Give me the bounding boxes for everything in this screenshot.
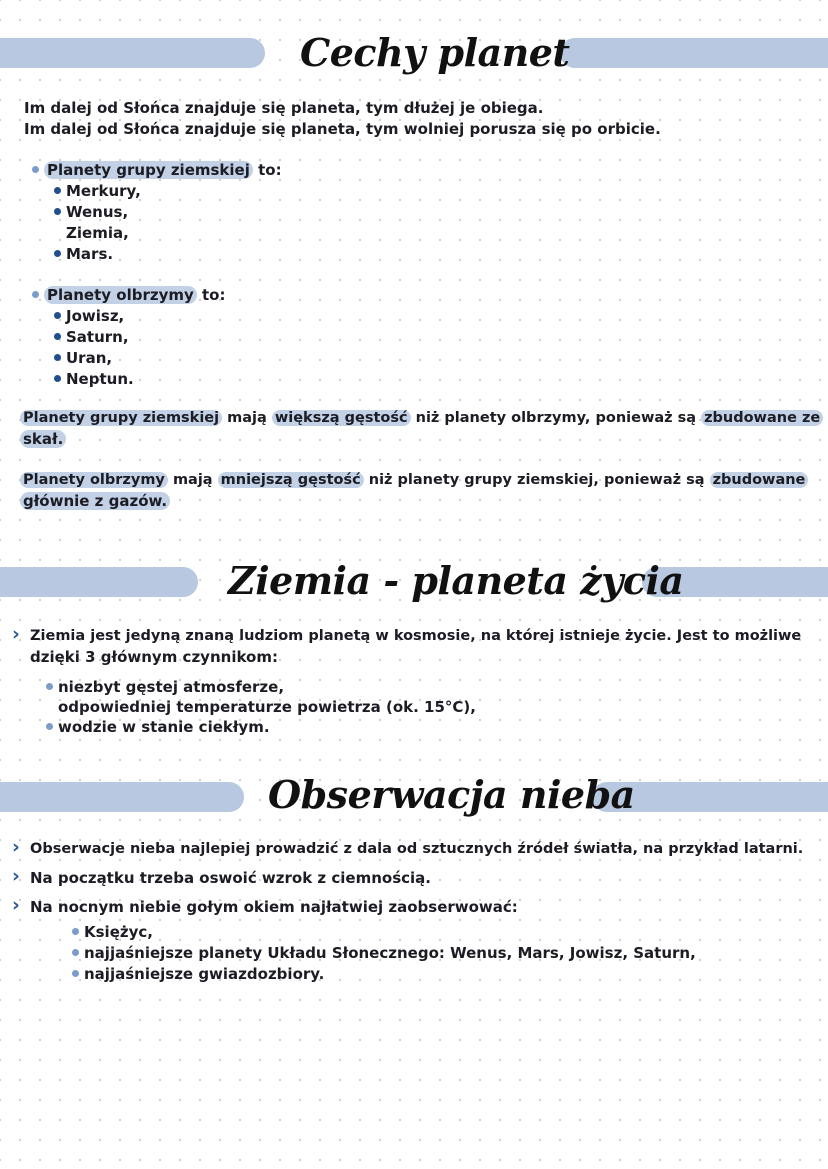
paragraph-line: Ziemia jest jedyną znaną ludziom planetą w kosmosie, na której istnieje życie. Jest to możliwe bbox=[30, 628, 802, 644]
paragraph-line: Obserwacje nieba najlepiej prowadzić z dala od sztucznych źródeł światła, na przykład latarni. bbox=[30, 841, 804, 857]
highlight: Planety grupy ziemskiej bbox=[44, 161, 253, 179]
highlight: zbudowane bbox=[710, 472, 809, 488]
density-paragraph-1: Planety grupy ziemskiej mają większą gęstość niż planety olbrzymy, ponieważ są zbudowane ze bbox=[20, 408, 823, 428]
list-item: Wenus, bbox=[54, 202, 128, 222]
list-item: Merkury, bbox=[54, 181, 141, 201]
bullet-icon bbox=[72, 949, 79, 956]
list-item: najjaśniejsze planety Układu Słonecznego: Wenus, Mars, Jowisz, Saturn, bbox=[72, 943, 696, 963]
list-item: Ziemia, bbox=[66, 224, 129, 242]
bullet-icon bbox=[72, 928, 79, 935]
title-band-right bbox=[560, 38, 828, 68]
title-band-left bbox=[0, 38, 265, 68]
list-item: odpowiedniej temperaturze powietrza (ok. 15°C), bbox=[58, 698, 476, 716]
list-item: Saturn, bbox=[54, 327, 129, 347]
bullet-icon bbox=[32, 166, 39, 173]
intro-line: Im dalej od Słońca znajduje się planeta, tym wolniej porusza się po orbicie. bbox=[24, 120, 661, 138]
paragraph-line: Na początku trzeba oswoić wzrok z ciemnością. bbox=[30, 869, 431, 887]
chevron-right-icon: › bbox=[12, 865, 20, 887]
highlight: większą gęstość bbox=[272, 410, 411, 426]
bullet-icon bbox=[72, 970, 79, 977]
list-item: Uran, bbox=[54, 348, 112, 368]
bullet-icon bbox=[54, 250, 61, 257]
highlight: Planety olbrzymy bbox=[20, 472, 168, 488]
list-item: wodzie w stanie ciekłym. bbox=[46, 717, 270, 737]
list-item: Jowisz, bbox=[54, 306, 124, 326]
density-paragraph-1-cont bbox=[20, 429, 66, 449]
bullet-icon bbox=[54, 375, 61, 382]
bullet-icon bbox=[46, 683, 53, 690]
highlight: Planety grupy ziemskiej bbox=[20, 410, 222, 426]
section-title-ziemia: Ziemia - planeta życia bbox=[228, 558, 684, 603]
highlight: skał. bbox=[20, 430, 66, 448]
giants-heading bbox=[32, 285, 225, 305]
chevron-right-icon: › bbox=[12, 623, 20, 645]
bullet-icon bbox=[54, 208, 61, 215]
section-title-obserwacja: Obserwacja nieba bbox=[268, 772, 635, 817]
list-item: Księżyc, bbox=[72, 922, 153, 942]
title-band-left bbox=[0, 782, 244, 812]
paragraph-line: Na nocnym niebie gołym okiem najłatwiej zaobserwować: bbox=[30, 898, 518, 916]
density-paragraph-2: Planety olbrzymy mają mniejszą gęstość niż planety grupy ziemskiej, ponieważ są zbudowane bbox=[20, 470, 808, 490]
bullet-icon bbox=[54, 354, 61, 361]
paragraph-line: dzięki 3 głównym czynnikom: bbox=[30, 648, 278, 666]
bullet-icon bbox=[32, 291, 39, 298]
heading-suffix: to: bbox=[196, 286, 226, 304]
bullet-icon bbox=[46, 723, 53, 730]
highlight: mniejszą gęstość bbox=[218, 472, 364, 488]
highlight: zbudowane ze bbox=[701, 410, 823, 426]
intro-line: Im dalej od Słońca znajduje się planeta, tym dłużej je obiega. bbox=[24, 99, 544, 117]
list-item: najjaśniejsze gwiazdozbiory. bbox=[72, 964, 324, 984]
terrestrial-heading bbox=[32, 160, 282, 180]
list-item: niezbyt gęstej atmosferze, bbox=[46, 677, 284, 697]
list-item: Neptun. bbox=[54, 369, 134, 389]
list-item: Mars. bbox=[54, 244, 113, 264]
chevron-right-icon: › bbox=[12, 836, 20, 858]
heading-suffix: to: bbox=[252, 161, 282, 179]
bullet-icon bbox=[54, 333, 61, 340]
bullet-icon bbox=[54, 187, 61, 194]
bullet-icon bbox=[54, 312, 61, 319]
section-title-cechy-planet: Cechy planet bbox=[300, 30, 570, 75]
highlight: Planety olbrzymy bbox=[44, 286, 197, 304]
chevron-right-icon: › bbox=[12, 894, 20, 916]
highlight: głównie z gazów. bbox=[20, 492, 170, 510]
title-band-left bbox=[0, 567, 198, 597]
density-paragraph-2-cont bbox=[20, 491, 170, 511]
